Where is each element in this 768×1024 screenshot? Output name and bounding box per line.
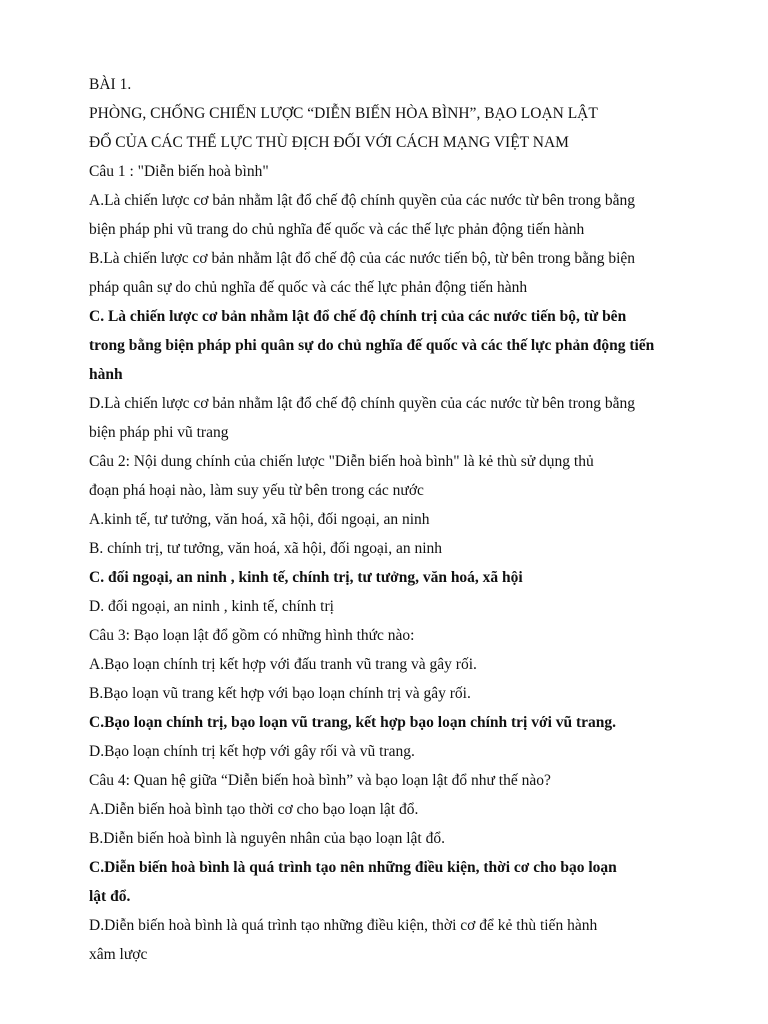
- text-line: D.Bạo loạn chính trị kết hợp với gây rối và vũ trang.: [89, 743, 415, 760]
- lesson-title-line: PHÒNG, CHỐNG CHIẾN LƯỢC “DIỄN BIẾN HÒA BÌNH”, BẠO LOẠN LẬT: [89, 105, 598, 122]
- text-line: lật đổ.: [89, 888, 131, 905]
- text-line: C.Bạo loạn chính trị, bạo loạn vũ trang, kết hợp bạo loạn chính trị với vũ trang.: [89, 714, 617, 731]
- text-line: B. chính trị, tư tưởng, văn hoá, xã hội, đối ngoại, an ninh: [89, 540, 443, 557]
- text-line: Câu 3: Bạo loạn lật đổ gồm có những hình thức nào:: [89, 627, 415, 644]
- lesson-heading: BÀI 1.: [89, 76, 132, 93]
- text-line: D. đối ngoại, an ninh , kinh tế, chính trị: [89, 598, 334, 615]
- text-line: C. đối ngoại, an ninh , kinh tế, chính trị, tư tưởng, văn hoá, xã hội: [89, 569, 523, 586]
- text-line: trong bằng biện pháp phi quân sự do chủ nghĩa đế quốc và các thế lực phản động tiến: [89, 337, 655, 354]
- text-line: D.Là chiến lược cơ bản nhằm lật đổ chế độ chính quyền của các nước từ bên trong bằng: [89, 395, 636, 412]
- text-line: Câu 4: Quan hệ giữa “Diễn biến hoà bình” và bạo loạn lật đổ như thế nào?: [89, 772, 551, 789]
- text-line: D.Diễn biến hoà bình là quá trình tạo những điều kiện, thời cơ để kẻ thù tiến hành: [89, 917, 598, 934]
- text-line: C.Diễn biến hoà bình là quá trình tạo nên những điều kiện, thời cơ cho bạo loạn: [89, 859, 617, 876]
- lesson-title-line: ĐỔ CỦA CÁC THẾ LỰC THÙ ĐỊCH ĐỐI VỚI CÁCH MẠNG VIỆT NAM: [89, 134, 569, 151]
- document-body: [89, 70, 768, 969]
- text-line: Câu 1 : "Diễn biến hoà bình": [89, 163, 269, 180]
- text-line: biện pháp phi vũ trang do chủ nghĩa đế quốc và các thế lực phản động tiến hành: [89, 221, 585, 238]
- text-line: A.kinh tế, tư tưởng, văn hoá, xã hội, đối ngoại, an ninh: [89, 511, 430, 528]
- text-line: đoạn phá hoại nào, làm suy yếu từ bên trong các nước: [89, 482, 424, 499]
- text-line: A.Là chiến lược cơ bản nhằm lật đổ chế độ chính quyền của các nước từ bên trong bằng: [89, 192, 636, 209]
- text-line: pháp quân sự do chủ nghĩa đế quốc và các thế lực phản động tiến hành: [89, 279, 528, 296]
- text-line: B.Diễn biến hoà bình là nguyên nhân của bạo loạn lật đổ.: [89, 830, 445, 847]
- text-line: A.Bạo loạn chính trị kết hợp với đấu tranh vũ trang và gây rối.: [89, 656, 477, 673]
- text-line: hành: [89, 366, 123, 383]
- text-line: B.Bạo loạn vũ trang kết hợp với bạo loạn chính trị và gây rối.: [89, 685, 471, 702]
- text-line: Câu 2: Nội dung chính của chiến lược "Diễn biến hoà bình" là kẻ thù sử dụng thủ: [89, 453, 594, 470]
- text-line: C. Là chiến lược cơ bản nhằm lật đổ chế độ chính trị của các nước tiến bộ, từ bên: [89, 308, 627, 325]
- text-line: biện pháp phi vũ trang: [89, 424, 229, 441]
- text-line: A.Diễn biến hoà bình tạo thời cơ cho bạo loạn lật đổ.: [89, 801, 419, 818]
- text-line: xâm lược: [89, 946, 148, 963]
- text-line: B.Là chiến lược cơ bản nhằm lật đổ chế độ của các nước tiến bộ, từ bên trong bằng biện: [89, 250, 636, 267]
